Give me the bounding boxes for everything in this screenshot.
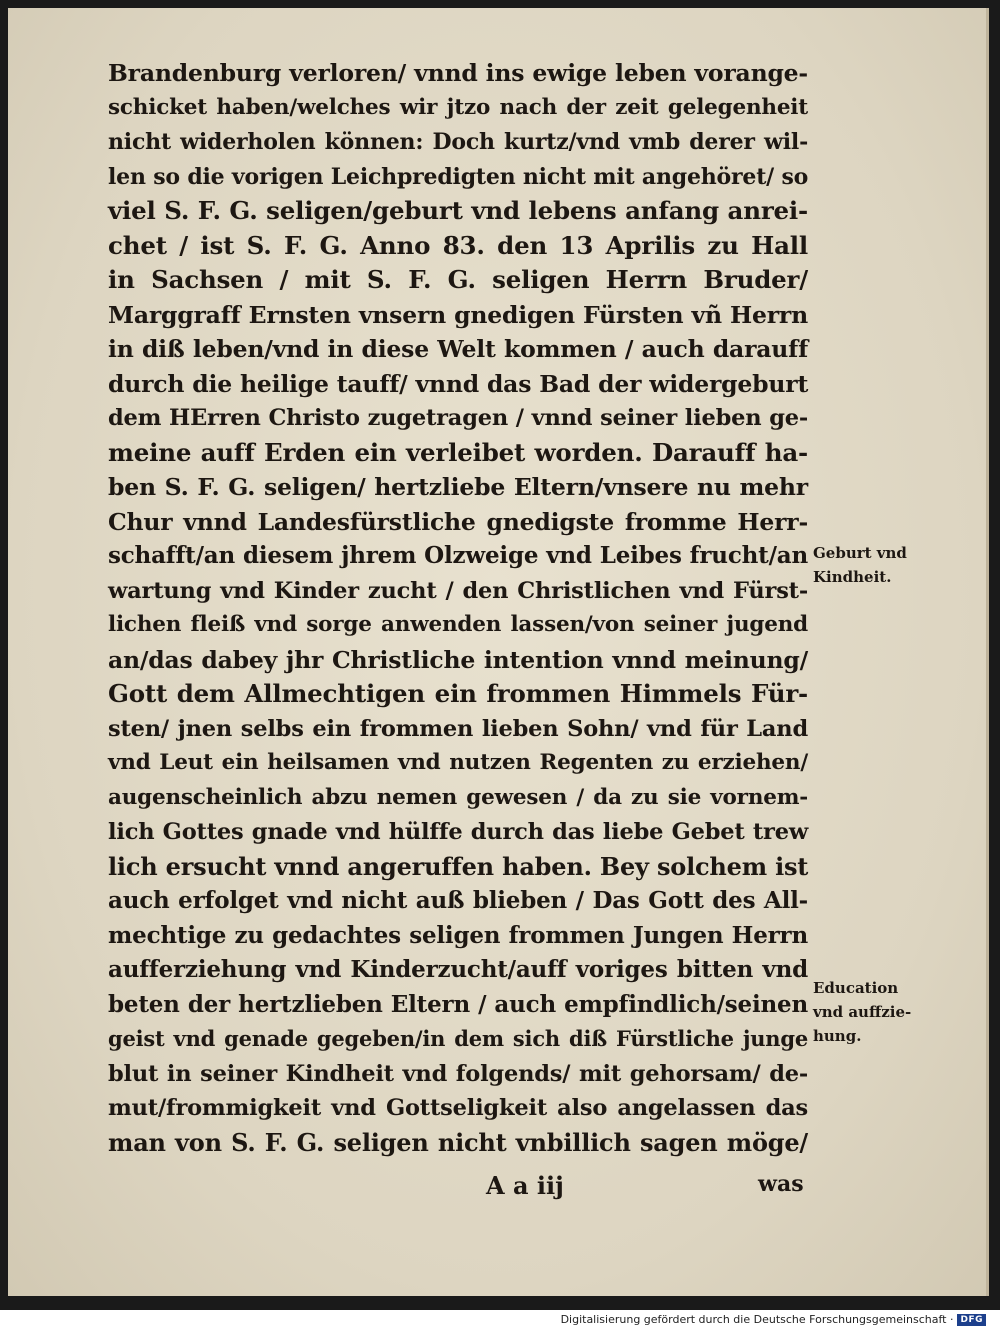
text-line: auch erfolget vnd nicht auß blieben / Das Gott des All- xyxy=(108,887,808,914)
catchword: was xyxy=(758,1171,804,1197)
footer-text: Digitalisierung gefördert durch die Deutsche Forschungsgemeinschaft · xyxy=(560,1313,954,1326)
text-line: wartung vnd Kinder zucht / den Christlichen vnd Fürst- xyxy=(108,577,808,604)
text-line: Marggraff Ernsten vnsern gnedigen Fürsten vñ Herrn xyxy=(108,300,808,329)
text-line: lich Gottes gnade vnd hülffe durch das liebe Gebet trew xyxy=(108,819,808,845)
text-line: lich ersucht vnnd angeruffen haben. Bey solchem ist xyxy=(108,851,809,881)
text-line: aufferziehung vnd Kinderzucht/auff voriges bitten vnd xyxy=(108,956,808,983)
text-line: Chur vnnd Landesfürstliche gnedigste fromme Herr- xyxy=(108,507,808,536)
marginal-note-birth xyxy=(813,541,907,589)
text-line: blut in seiner Kindheit vnd folgends/ mit gehorsam/ de- xyxy=(108,1060,808,1087)
marginal-note-education xyxy=(813,976,911,1048)
text-line: Brandenburg verloren/ vnnd ins ewige leben vorange- xyxy=(108,59,808,87)
text-line: in diß leben/vnd in diese Welt kommen / auch darauff xyxy=(108,335,808,363)
text-line: mut/frommigkeit vnd Gottseligkeit also angelassen das xyxy=(108,1095,808,1121)
marginal-line: hung. xyxy=(813,1027,862,1045)
text-line: schafft/an diesem jhrem Olzweige vnd Leibes frucht/an xyxy=(108,542,808,569)
text-line: mechtige zu gedachtes seligen frommen Jungen Herrn xyxy=(108,921,808,949)
dfg-logo: DFG xyxy=(957,1314,986,1326)
text-line: durch die heilige tauff/ vnnd das Bad der widergeburt xyxy=(108,369,809,398)
text-line: Gott dem Allmechtigen ein frommen Himmels Für- xyxy=(108,679,808,708)
body-text xyxy=(108,56,808,1160)
signature-mark: A a iij xyxy=(486,1171,564,1200)
text-line: vnd Leut ein heilsamen vnd nutzen Regenten zu erziehen/ xyxy=(108,750,808,775)
text-line: chet / ist S. F. G. Anno 83. den 13 Aprilis zu Hall xyxy=(108,230,808,260)
text-line: geist vnd genade gegeben/in dem sich diß Fürstliche junge xyxy=(108,1026,808,1051)
marginal-line: vnd auffzie- xyxy=(813,1003,912,1021)
marginal-line: Geburt vnd xyxy=(813,544,907,562)
text-line: schicket haben/welches wir jtzo nach der zeit gelegenheit xyxy=(108,94,808,120)
text-line: in Sachsen / mit S. F. G. seligen Herrn Bruder/ xyxy=(108,265,808,294)
text-line: ben S. F. G. seligen/ hertzliebe Eltern/vnsere nu mehr xyxy=(108,473,808,501)
text-line: nicht widerholen können: Doch kurtz/vnd vmb derer wil- xyxy=(108,129,808,155)
text-line: lichen fleiß vnd sorge anwenden lassen/von seiner jugend xyxy=(108,612,808,637)
text-line: beten der hertzlieben Eltern / auch empfindlich/seinen xyxy=(108,990,808,1018)
funding-footer xyxy=(561,1313,986,1326)
text-line: viel S. F. G. seligen/geburt vnd lebens anfang anrei- xyxy=(108,196,808,225)
marginal-line: Kindheit. xyxy=(813,568,892,586)
text-line: sten/ jnen selbs ein frommen lieben Sohn/ vnd für Land xyxy=(108,715,808,742)
marginal-line: Education xyxy=(813,979,899,997)
text-line: augenscheinlich abzu nemen gewesen / da zu sie vornem- xyxy=(108,784,808,810)
text-line: len so die vorigen Leichpredigten nicht mit angehöret/ so xyxy=(108,163,809,190)
text-line: meine auff Erden ein verleibet worden. Darauff ha- xyxy=(108,437,808,467)
text-line: dem HErren Christo zugetragen / vnnd seiner lieben ge- xyxy=(108,405,808,431)
text-line: man von S. F. G. seligen nicht vnbillich sagen möge/ xyxy=(108,1127,808,1157)
document-page xyxy=(8,8,989,1296)
text-line: an/das dabey jhr Christliche intention vnnd meinung/ xyxy=(108,645,808,674)
